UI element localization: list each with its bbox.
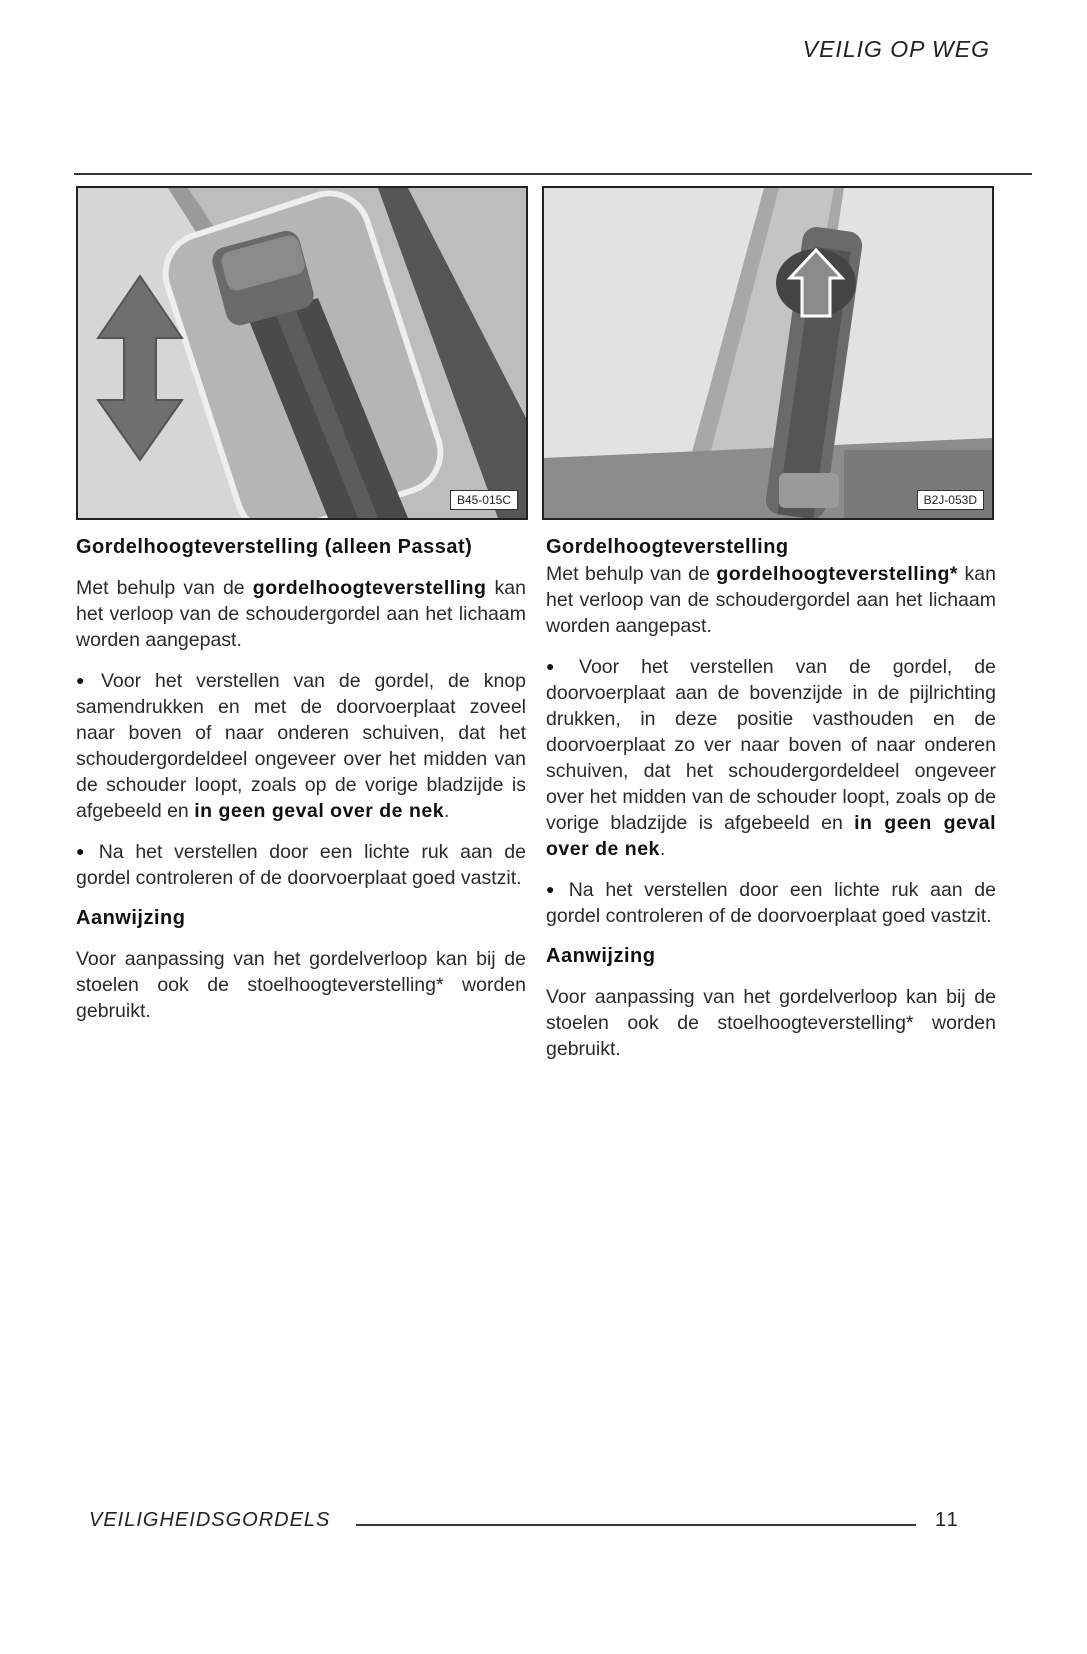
left-figure bbox=[76, 186, 528, 520]
belt-guide-illustration bbox=[544, 188, 992, 518]
right-column bbox=[546, 534, 996, 1062]
left-note-heading: Aanwijzing bbox=[76, 907, 186, 929]
left-bullet-check: ● Na het verstellen door een lichte ruk aan de gordel controleren of de doorvoerplaat goed vastzit. bbox=[76, 838, 526, 891]
left-bullet-adjust: ● Voor het verstellen van de gordel, de knop samendrukken en met de doorvoerplaat zoveel naar boven of naar onderen schuiven, dat het schoudergordeldeel ongeveer over het midden van de schouder loopt, zoals op de vorige bladzijde is afgebeeld en in geen geval over de nek. bbox=[76, 667, 526, 824]
left-column bbox=[76, 534, 526, 1024]
right-note-text: Voor aanpassing van het gordelverloop kan bij de stoelen ook de stoelhoogteverstelling* worden gebruikt. bbox=[546, 986, 996, 1060]
header-rule bbox=[74, 173, 1032, 175]
right-note-heading: Aanwijzing bbox=[546, 945, 656, 967]
right-bullet-check: ● Na het verstellen door een lichte ruk aan de gordel controleren of de doorvoerplaat goed vastzit. bbox=[546, 876, 996, 929]
left-heading: Gordelhoogteverstelling (alleen Passat) bbox=[76, 536, 473, 558]
left-note-text: Voor aanpassing van het gordelverloop kan bij de stoelen ook de stoelhoogteverstelling* worden gebruikt. bbox=[76, 948, 526, 1022]
figure-code-left: B45-015C bbox=[450, 490, 518, 510]
belt-adjuster-illustration bbox=[78, 188, 526, 518]
right-bullet-adjust: ● Voor het verstellen van de gordel, de doorvoerplaat aan de bovenzijde in de pijlrichting drukken, in deze positie vasthouden en de doorvoerplaat zo ver naar boven of naar onderen schuiven, dat het schoudergordeldeel ongeveer over het midden van de schouder loopt, zoals op de vorige bladzijde is afgebeeld en in geen geval over de nek. bbox=[546, 653, 996, 862]
running-header: VEILIG OP WEG bbox=[802, 36, 990, 62]
figure-code-right: B2J-053D bbox=[917, 490, 984, 510]
page-number: 11 bbox=[935, 1509, 960, 1531]
left-intro: Met behulp van de gordelhoogteverstelling kan het verloop van de schoudergordel aan het lichaam worden aangepast. bbox=[76, 577, 526, 651]
footer-rule bbox=[356, 1524, 916, 1526]
right-figure bbox=[542, 186, 994, 520]
right-heading: Gordelhoogteverstelling bbox=[546, 536, 789, 558]
right-intro: Met behulp van de gordelhoogteverstelling* kan het verloop van de schoudergordel aan het lichaam worden aangepast. bbox=[546, 563, 997, 637]
running-footer: VEILIGHEIDSGORDELS bbox=[89, 1509, 331, 1531]
